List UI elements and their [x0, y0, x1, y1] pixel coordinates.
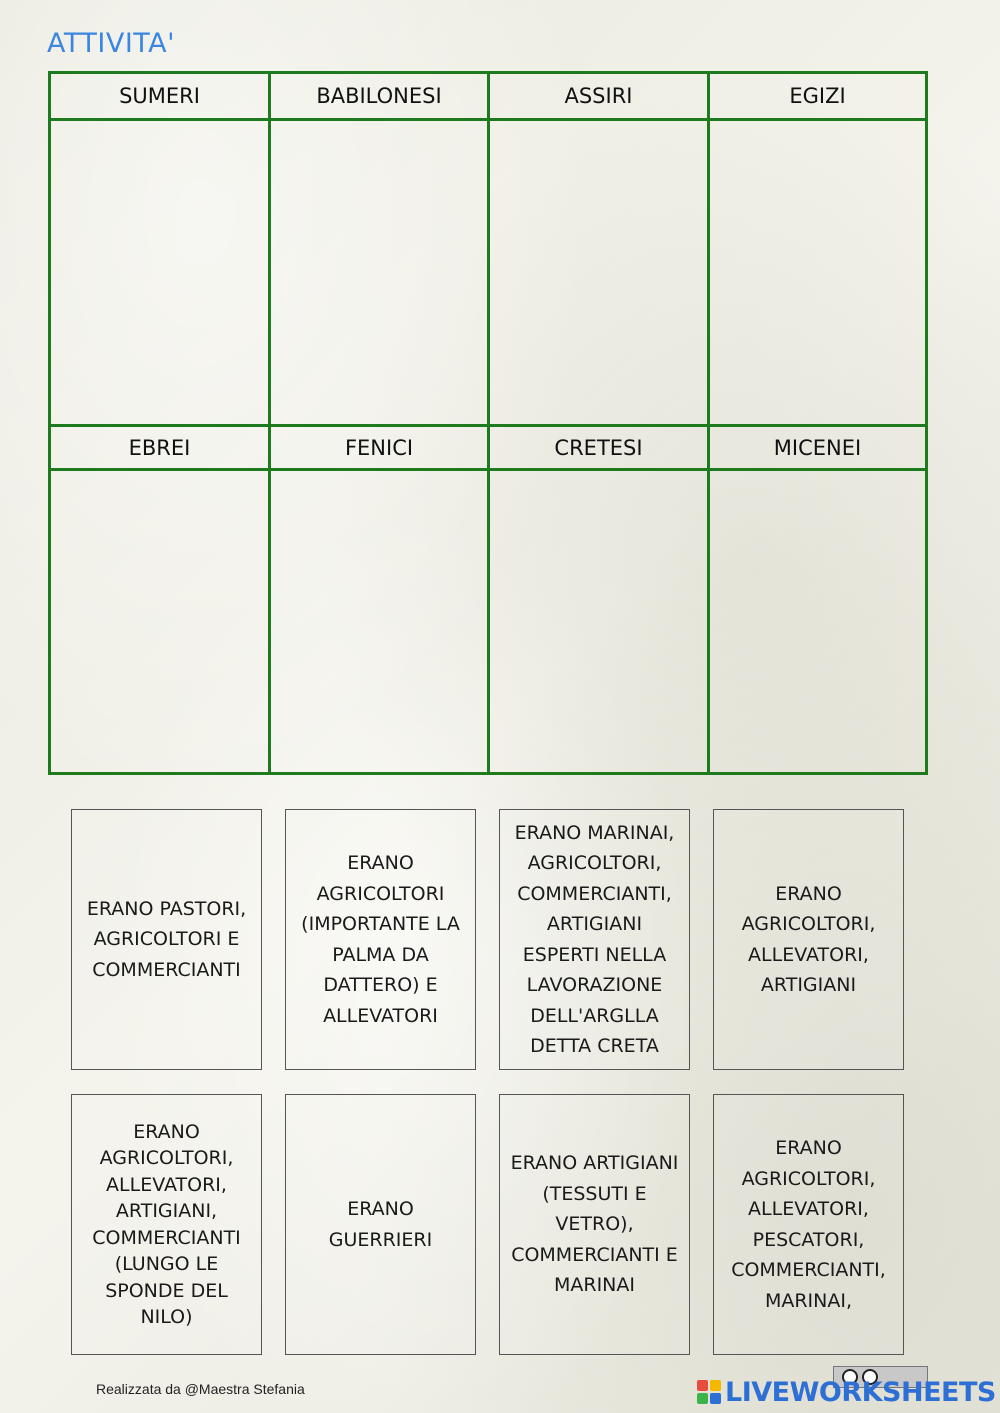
activities-table — [48, 71, 928, 775]
drop-zone[interactable] — [51, 471, 271, 772]
header-cell: EGIZI — [710, 74, 925, 121]
header-cell: FENICI — [271, 427, 490, 471]
draggable-card[interactable]: ERANO AGRICOLTORI, ALLEVATORI, ARTIGIANI, COMMERCIANTI (LUNGO LE SPONDE DEL NILO) — [71, 1094, 262, 1355]
header-cell: ASSIRI — [490, 74, 710, 121]
drop-zone[interactable] — [710, 471, 925, 772]
header-cell: SUMERI — [51, 74, 271, 121]
draggable-card[interactable]: ERANO ARTIGIANI (TESSUTI E VETRO), COMMERCIANTI E MARINAI — [499, 1094, 690, 1355]
drop-zone[interactable] — [271, 121, 490, 427]
brand-logo — [697, 1376, 996, 1408]
header-cell: BABILONESI — [271, 74, 490, 121]
liveworksheets-icon — [697, 1380, 721, 1404]
drop-zone[interactable] — [710, 121, 925, 427]
drop-zone[interactable] — [271, 471, 490, 772]
header-cell: MICENEI — [710, 427, 925, 471]
header-cell: EBREI — [51, 427, 271, 471]
draggable-card[interactable]: ERANO AGRICOLTORI, ALLEVATORI, PESCATORI, COMMERCIANTI, MARINAI, — [713, 1094, 904, 1355]
draggable-card[interactable]: ERANO PASTORI, AGRICOLTORI E COMMERCIANTI — [71, 809, 262, 1070]
draggable-card[interactable]: ERANO AGRICOLTORI, ALLEVATORI, ARTIGIANI — [713, 809, 904, 1070]
brand-wordmark: LIVEWORKSHEETS — [725, 1376, 996, 1408]
draggable-card[interactable]: ERANO GUERRIERI — [285, 1094, 476, 1355]
drop-zone[interactable] — [51, 121, 271, 427]
drop-zone[interactable] — [490, 121, 710, 427]
page-title: ATTIVITA' — [47, 28, 176, 59]
header-cell: CRETESI — [490, 427, 710, 471]
draggable-card[interactable]: ERANO MARINAI, AGRICOLTORI, COMMERCIANTI, ARTIGIANI ESPERTI NELLA LAVORAZIONE DELL'ARGLLA DETTA CRETA — [499, 809, 690, 1070]
author-credit: Realizzata da @Maestra Stefania — [96, 1381, 305, 1397]
draggable-card[interactable]: ERANO AGRICOLTORI (IMPORTANTE LA PALMA DA DATTERO) E ALLEVATORI — [285, 809, 476, 1070]
drop-zone[interactable] — [490, 471, 710, 772]
